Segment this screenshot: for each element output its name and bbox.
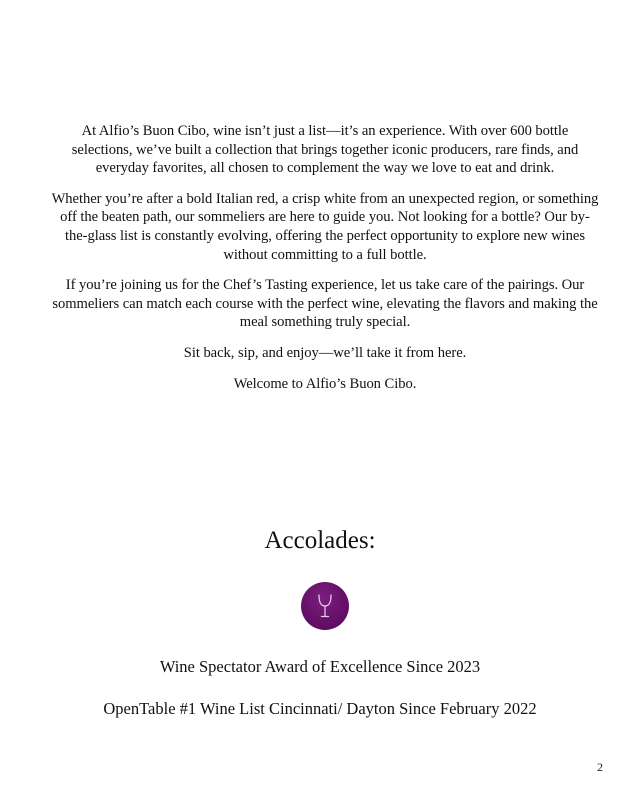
intro-paragraph-4: Sit back, sip, and enjoy—we’ll take it from here. bbox=[183, 344, 467, 361]
intro-paragraph-1: At Alfio’s Buon Cibo, wine isn’t just a list—it’s an experience. With over 600 bottle selections, we’ve built a collection that brings together iconic producers, rare finds, and everyday favorites, all chosen to complement the way we love to eat and drink. bbox=[71, 123, 579, 177]
wine-spectator-badge bbox=[301, 582, 349, 630]
accolade-wine-spectator: Wine Spectator Award of Excellence Since 2023 bbox=[159, 657, 481, 676]
intro-paragraph-3: If you’re joining us for the Chef’s Tasting experience, let us take care of the pairings. Our sommeliers can match each course with the perfect wine, elevating the flavors and making the meal something truly special. bbox=[52, 277, 598, 331]
accolades-heading: Accolades: bbox=[264, 527, 376, 554]
intro-paragraph-5: Welcome to Alfio’s Buon Cibo. bbox=[233, 375, 417, 392]
intro-section bbox=[50, 122, 600, 405]
page-number: 2 bbox=[597, 760, 603, 774]
wine-glass-icon bbox=[313, 592, 337, 620]
intro-paragraph-2: Whether you’re after a bold Italian red, a crisp white from an unexpected region, or something off the beaten path, our sommeliers are here to guide you. Not looking for a bottle? Our by-the-glass list is constantly evolving, offering the perfect opportunity to explore new wines without committing to a full bottle. bbox=[51, 190, 599, 263]
accolade-opentable: OpenTable #1 Wine List Cincinnati/ Dayton Since February 2022 bbox=[103, 699, 537, 718]
